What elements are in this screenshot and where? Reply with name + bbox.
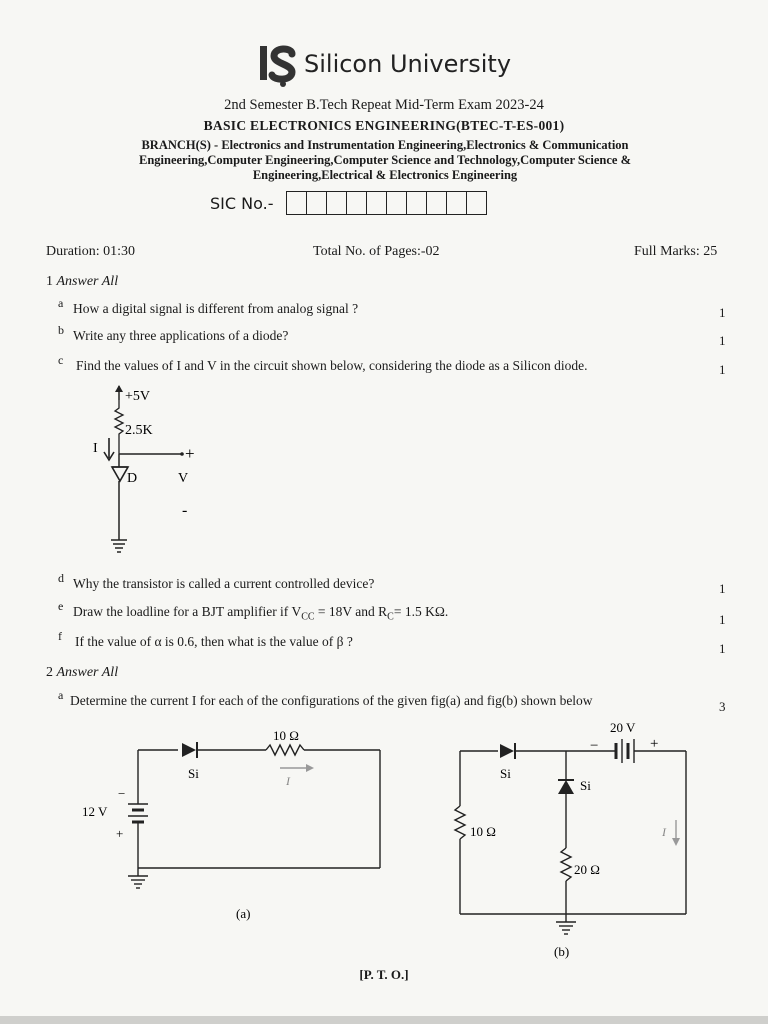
question-number: 2 [46,665,53,680]
sic-digit-box[interactable] [347,192,367,214]
sic-label: SIC No.- [210,194,274,213]
diode-circuit-diagram [85,382,215,557]
part-text: = 18V and R [314,604,388,619]
question-number: 1 [46,274,53,289]
question-1c [58,353,708,374]
sic-digit-box[interactable] [327,192,347,214]
question-2-heading [46,665,118,681]
part-letter: b [58,323,64,337]
diode-label: D [127,471,138,486]
diode-2-label: Si [580,778,591,793]
figure-a-caption: (a) [236,906,251,921]
sic-digit-box[interactable] [427,192,447,214]
resistor-2-label: 20 Ω [574,862,600,877]
marks-1d: 1 [719,581,726,596]
part-text: Write any three applications of a diode? [73,328,289,343]
battery-label: 12 V [82,804,108,819]
current-label: I [93,441,98,456]
full-marks: Full Marks: 25 [634,244,718,259]
question-instruction: Answer All [56,274,119,289]
sic-digit-box[interactable] [307,192,327,214]
part-letter: a [58,688,64,702]
marks-1a: 1 [719,305,726,320]
marks-1f: 1 [719,641,726,656]
question-1d [58,571,698,592]
marks-2a: 3 [719,699,726,714]
marks-1c: 1 [719,362,726,377]
minus-sign: − [118,786,126,801]
part-letter: c [58,353,64,367]
marks-1b: 1 [719,333,726,348]
question-1f [58,629,698,650]
please-turn-over: [P. T. O.] [359,967,409,982]
exam-title: 2nd Semester B.Tech Repeat Mid-Term Exam 2023-24 [224,97,544,113]
figure-b-caption: (b) [554,944,570,959]
marks-1e: 1 [719,612,726,627]
total-pages: Total No. of Pages:-02 [313,244,440,259]
part-letter: a [58,296,64,310]
subject-title: BASIC ELECTRONICS ENGINEERING(BTEC-T-ES-001) [203,118,565,133]
part-text: Determine the current I for each of the configurations of the given fig(a) and fig(b) shown below [70,693,593,708]
sic-digit-box[interactable] [287,192,307,214]
figure-a-circuit [70,722,400,932]
plus-sign: + [650,736,659,752]
university-name: Silicon University [304,50,512,78]
part-letter: d [58,571,64,585]
diode-1-label: Si [500,766,511,781]
part-text: Draw the loadline for a BJT amplifier if V [73,604,302,619]
part-text: If the value of α is 0.6, then what is the value of β ? [75,634,353,649]
minus-sign: − [590,738,599,754]
university-logo [248,42,548,88]
question-instruction: Answer All [56,665,119,680]
sic-digit-box[interactable] [467,192,486,214]
resistor-label: 10 Ω [273,728,299,743]
current-label: I [662,825,666,839]
branch-list [95,138,675,183]
part-letter: f [58,629,62,643]
minus-sign: - [182,502,188,519]
sic-digit-box[interactable] [367,192,387,214]
duration: Duration: 01:30 [46,244,136,259]
part-text: = 1.5 KΩ. [393,604,449,619]
logo-mark-icon [248,42,298,88]
question-1b [58,323,698,344]
question-1-heading [46,274,118,290]
diode-label: Si [188,766,199,781]
scan-edge [0,1016,768,1024]
sic-digit-box[interactable] [447,192,467,214]
battery-label: 20 V [610,720,636,735]
question-1e [58,599,698,623]
question-2a [58,688,718,709]
question-1a [58,296,698,317]
figure-b-circuit [450,718,700,963]
supply-label: +5V [125,389,151,404]
part-text: Why the transistor is called a current controlled device? [73,576,375,591]
sic-digit-box[interactable] [387,192,407,214]
part-text: Find the values of I and V in the circuit shown below, considering the diode as a Silicon diode. [76,358,588,373]
sic-number-field[interactable] [286,191,487,215]
part-text: How a digital signal is different from analog signal ? [73,301,359,316]
plus-sign: + [116,826,124,841]
subscript: C [387,611,394,623]
plus-sign: + [185,444,195,463]
sic-digit-box[interactable] [407,192,427,214]
resistor-1-label: 10 Ω [470,824,496,839]
resistor-label: 2.5K [125,423,153,438]
current-label: I [286,774,290,788]
branch-line: BRANCH(S) - Electronics and Instrumentation Engineering,Electronics & Communication [141,138,629,152]
voltage-label: V [178,471,189,486]
branch-line: Engineering,Electrical & Electronics Engineering [252,168,518,182]
part-letter: e [58,599,64,613]
subscript: CC [301,611,315,623]
branch-line: Engineering,Computer Engineering,Computer Science and Technology,Computer Science & [138,153,632,167]
